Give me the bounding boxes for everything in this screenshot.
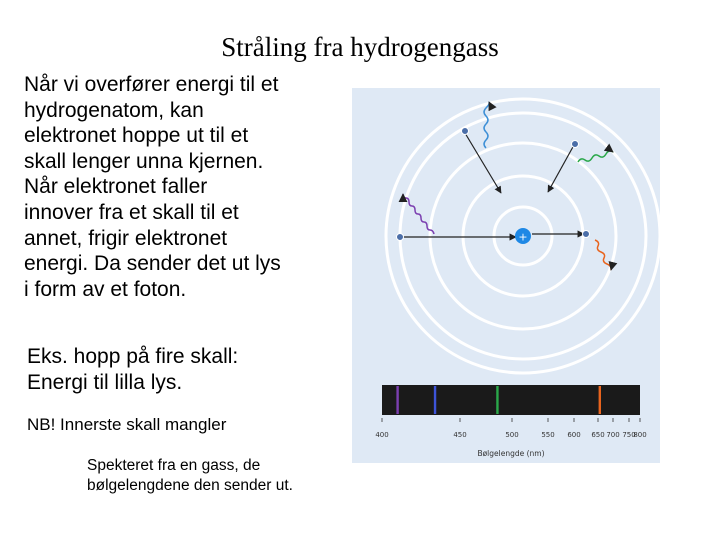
spectrum-emission-line bbox=[599, 386, 601, 414]
spectrum-emission-line bbox=[434, 386, 436, 414]
spectrum-tick-label: 800 bbox=[633, 431, 647, 439]
spectrum-tick-label: 550 bbox=[541, 431, 555, 439]
spectrum-tick-label: 750 bbox=[622, 431, 636, 439]
spectrum-tick-label: 650 bbox=[591, 431, 605, 439]
electron-d bbox=[583, 231, 590, 238]
spectrum-tick-label: 600 bbox=[567, 431, 581, 439]
electron-c bbox=[397, 234, 404, 241]
spectrum-caption: Spekteret fra en gass, de bølgelengdene den sender ut. bbox=[87, 457, 293, 494]
hydrogen-atom-figure bbox=[352, 88, 660, 463]
note-text: NB! Innerste skall mangler bbox=[27, 415, 227, 434]
spectrum-band bbox=[382, 385, 640, 415]
spectrum-xlabel: Bølgelengde (nm) bbox=[477, 449, 545, 458]
spectrum-tick-label: 400 bbox=[375, 431, 389, 439]
spectrum-tick-label: 450 bbox=[453, 431, 467, 439]
example-text: Eks. hopp på fire skall: Energi til lilla lys. bbox=[27, 345, 239, 394]
electron-b bbox=[572, 141, 579, 148]
spectrum-tick-label: 500 bbox=[505, 431, 519, 439]
spectrum-emission-line bbox=[396, 386, 398, 414]
electron-a bbox=[462, 128, 469, 135]
explanation-text: Når vi overfører energi til et hydrogenatom, kan elektronet hoppe ut til et skall lenger unna kjernen. Når elektronet faller innover fra et skall til et annet, frigir elektronet energi. Da sender det ut lys i form av et foton. bbox=[24, 73, 281, 301]
spectrum-emission-line bbox=[496, 386, 498, 414]
atom-diagram bbox=[352, 88, 660, 463]
nucleus-label: + bbox=[518, 230, 528, 244]
spectrum-tick-label: 700 bbox=[606, 431, 620, 439]
page-title: Stråling fra hydrogengass bbox=[221, 32, 499, 62]
